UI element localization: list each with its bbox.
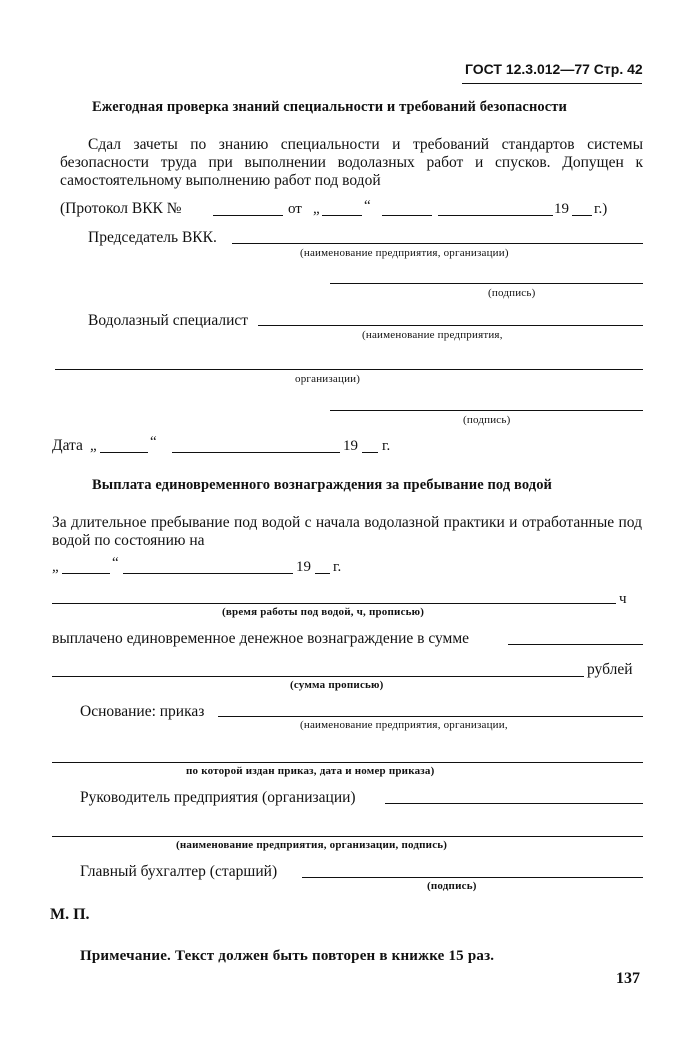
protocol-year-suffix: г.) <box>594 201 608 217</box>
s2-year: 19 <box>296 559 311 575</box>
protocol-number-line <box>213 215 283 216</box>
s2-year-g: г. <box>333 559 342 575</box>
basis-label: Основание: приказ <box>80 703 205 720</box>
basis-line <box>218 716 643 717</box>
section2-paragraph: За длительное пребывание под водой с начала водолазной практики и отработанные под водой по состоянию на <box>52 514 642 549</box>
date-g: г. <box>382 438 391 454</box>
caption-org-part1: (наименование предприятия, <box>362 329 503 341</box>
caption-org: (наименование предприятия, организации) <box>300 247 509 259</box>
diver-org-line <box>55 369 643 370</box>
date-month-line <box>172 452 340 453</box>
caption-basis2: по которой издан приказ, дата и номер приказа) <box>186 765 435 777</box>
header-rule <box>462 83 642 84</box>
paid-label: выплачено единовременное денежное вознаграждение в сумме <box>52 630 470 647</box>
head-line2 <box>52 836 643 837</box>
s2-day-line <box>62 573 110 574</box>
document-header: ГОСТ 12.3.012—77 Стр. 42 <box>465 61 643 77</box>
head-line <box>385 803 643 804</box>
diver-line <box>258 325 643 326</box>
chairman-sign-line <box>330 283 643 284</box>
diver-label: Водолазный специалист <box>88 312 249 329</box>
caption-acc: (подпись) <box>427 880 477 892</box>
protocol-year-line <box>572 215 592 216</box>
caption-time: (время работы под водой, ч, прописью) <box>222 606 425 618</box>
date-quote-close: “ <box>150 434 157 450</box>
chairman-label: Председатель ВКК. <box>88 229 217 246</box>
time-line <box>52 603 616 604</box>
accountant-line <box>302 877 643 878</box>
protocol-extra-line <box>438 215 553 216</box>
date-year: 19 <box>343 438 358 454</box>
hours-unit: ч <box>619 591 627 607</box>
chairman-line <box>232 243 643 244</box>
s2-month-line <box>123 573 293 574</box>
date-label: Дата <box>52 437 83 454</box>
protocol-month-line <box>382 215 432 216</box>
note: Примечание. Текст должен быть повторен в книжке 15 раз. <box>80 948 495 964</box>
protocol-year-prefix: 19 <box>554 201 569 217</box>
caption-sign2: (подпись) <box>463 414 511 426</box>
s2-quote-close: “ <box>112 555 119 571</box>
date-year-line <box>362 452 378 453</box>
section1-title: Ежегодная проверка знаний специальности и требований безопасности <box>92 99 567 115</box>
protocol-quote-open: „ <box>313 201 320 217</box>
accountant-label: Главный бухгалтер (старший) <box>80 863 278 880</box>
page-number: 137 <box>616 970 640 987</box>
sum-line <box>52 676 584 677</box>
protocol-day-line <box>322 215 362 216</box>
caption-head: (наименование предприятия, организации, подпись) <box>176 839 448 851</box>
s2-quote-open: „ <box>52 559 59 575</box>
basis-line2 <box>52 762 643 763</box>
date-quote-open: „ <box>90 438 97 454</box>
s2-year-line <box>315 573 330 574</box>
caption-org-part2: организации) <box>295 373 361 385</box>
caption-sum: (сумма прописью) <box>290 679 384 691</box>
diver-sign-line <box>330 410 643 411</box>
protocol-label: (Протокол ВКК № <box>60 200 182 217</box>
rub-unit: рублей <box>587 661 633 678</box>
caption-sign: (подпись) <box>488 287 536 299</box>
stamp-place: М. П. <box>50 906 90 923</box>
caption-basis1: (наименование предприятия, организации, <box>300 719 508 731</box>
section1-paragraph: Сдал зачеты по знанию специальности и требований стандартов системы безопасности труда при выполнении водолазных работ и спусков. Допущен к самостоятельному выполнению работ под водой <box>60 136 643 189</box>
protocol-quote-close: “ <box>364 198 371 214</box>
date-day-line <box>100 452 148 453</box>
paid-line <box>508 644 643 645</box>
section2-title: Выплата единовременного вознаграждения за пребывание под водой <box>92 477 553 493</box>
protocol-ot: от <box>288 201 302 217</box>
head-label: Руководитель предприятия (организации) <box>80 789 356 806</box>
